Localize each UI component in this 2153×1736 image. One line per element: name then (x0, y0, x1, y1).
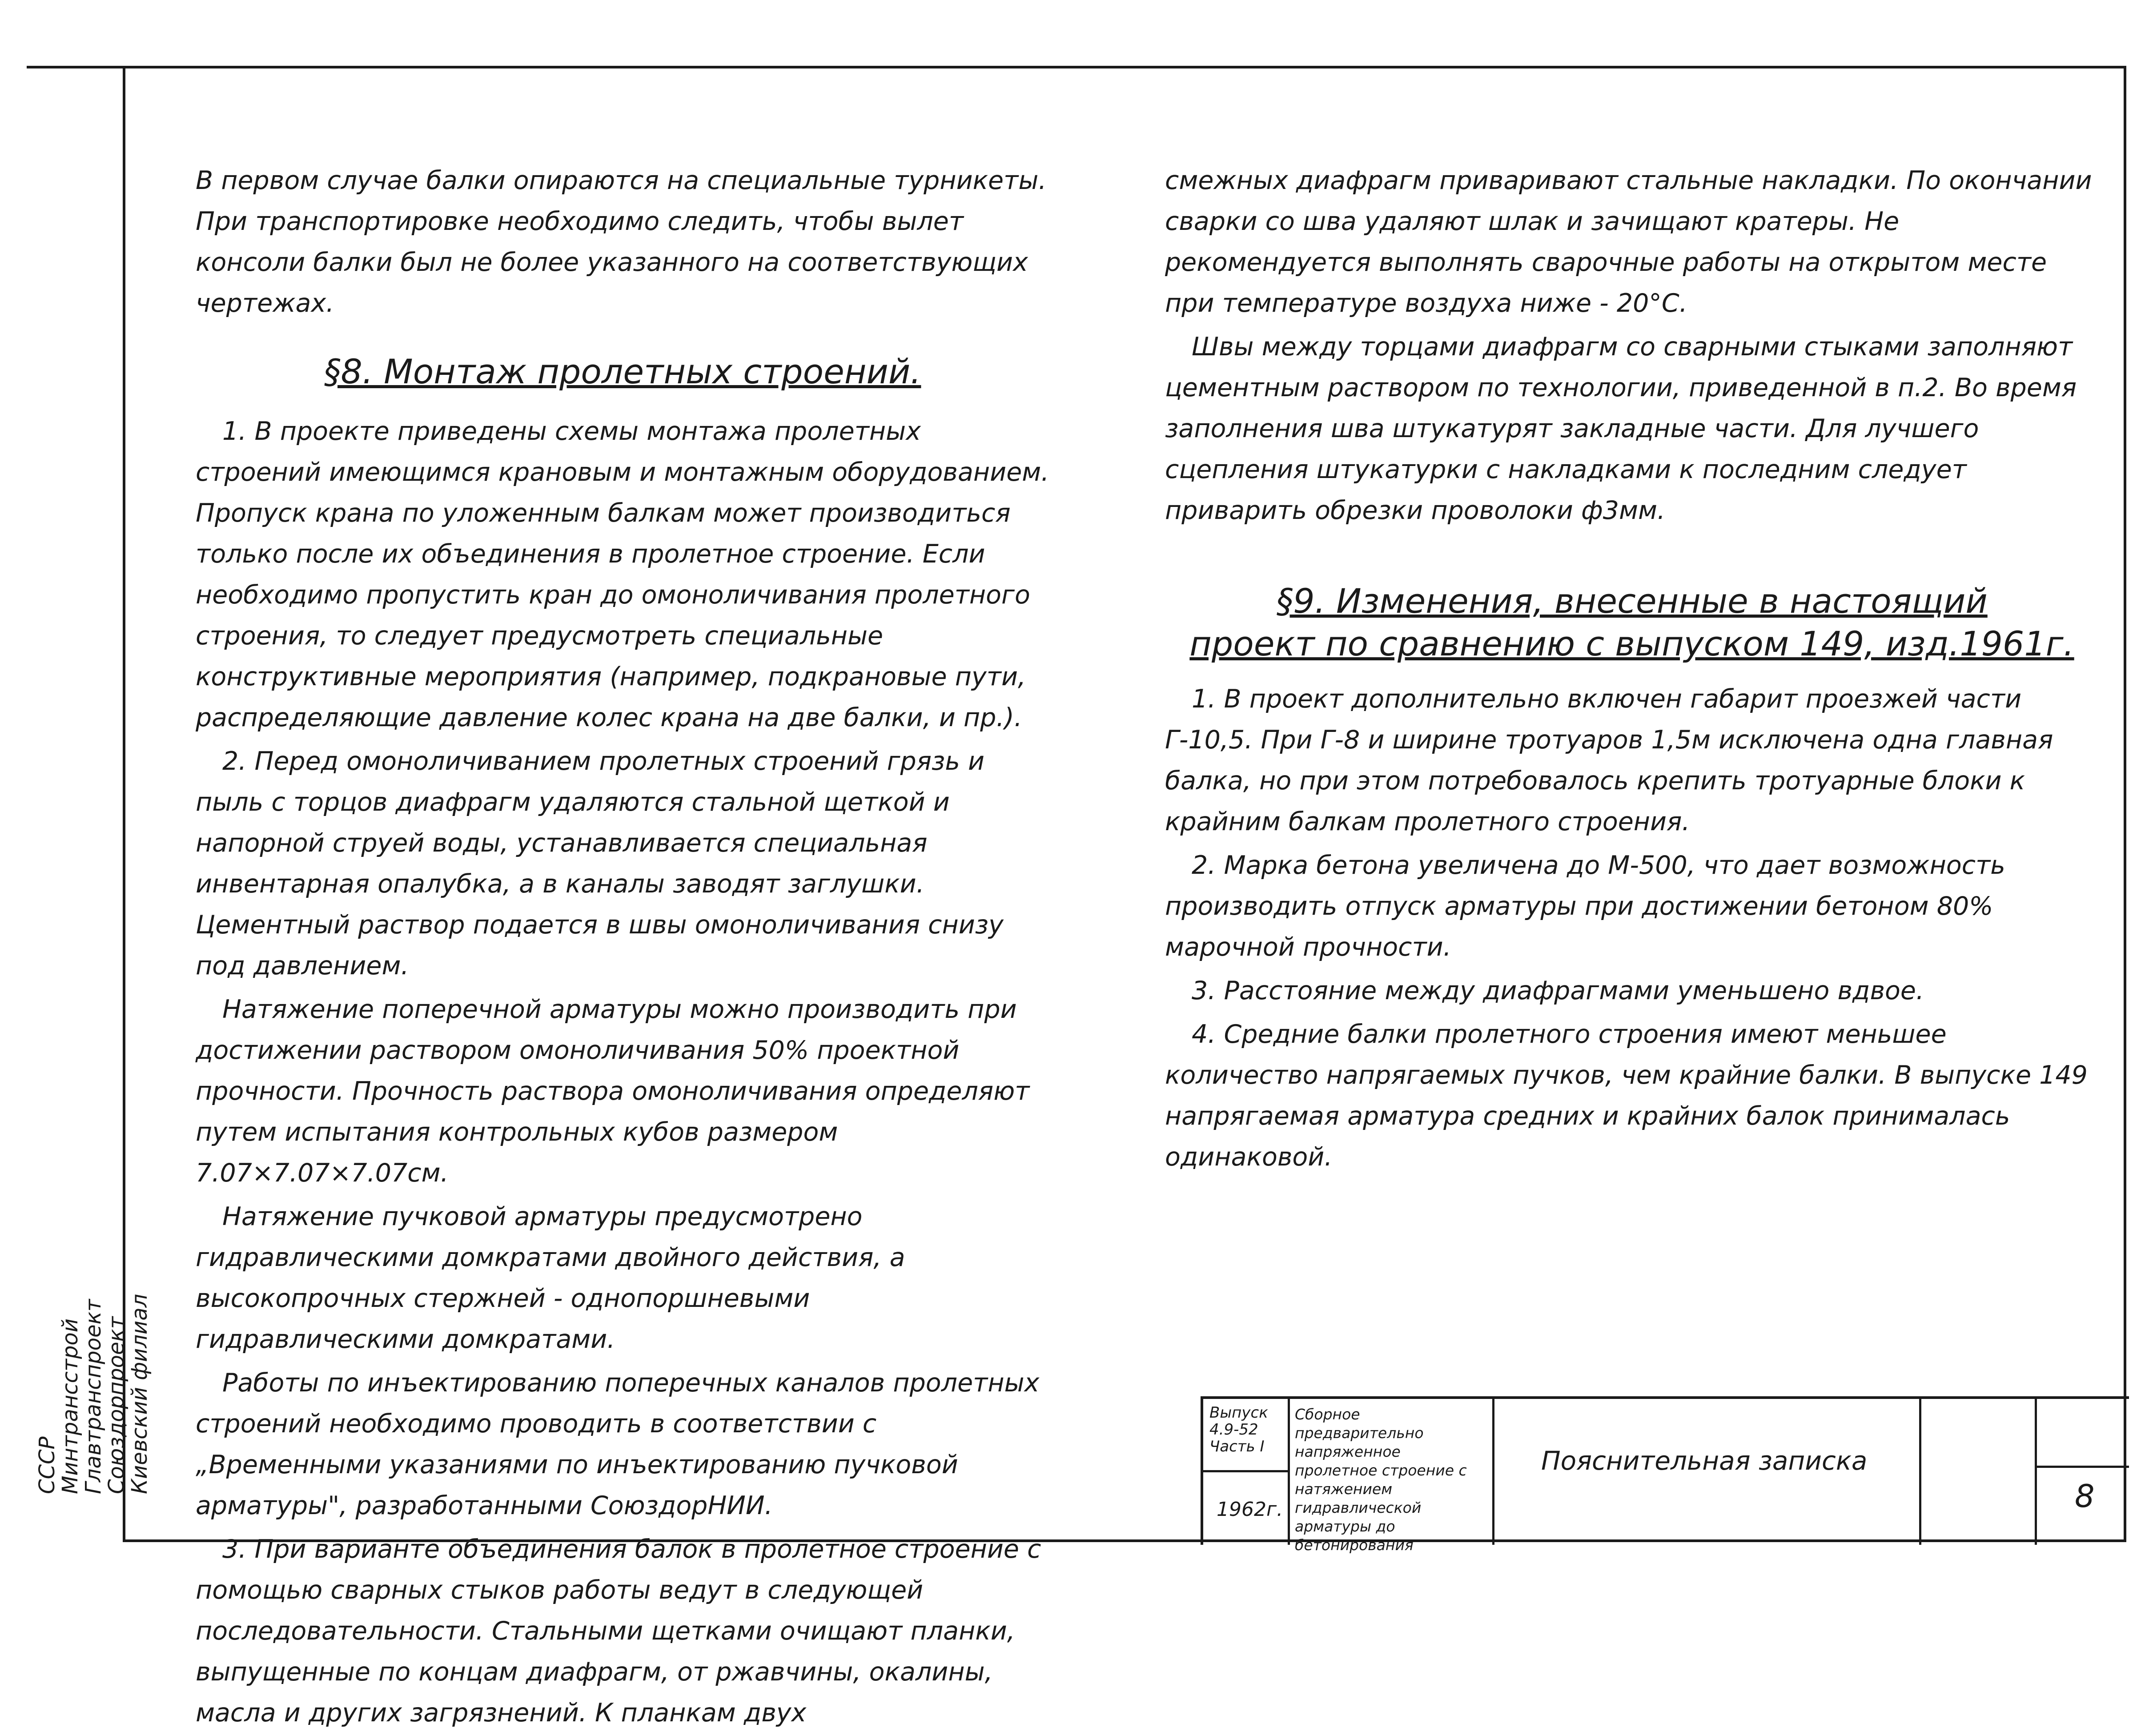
section-9-paragraph-4: 4. Средние балки пролетного строения имеют меньшее количество напрягаемых пучков, чем крайние балки. В выпуске 149 напрягаемая арматура средних и крайних балок принималась одинаковой. (1165, 1020, 2088, 1172)
title-block-divider (2035, 1466, 2129, 1468)
left-text-column (196, 160, 1049, 1736)
seam-filling-paragraph: Швы между торцами диафрагм со сварными стыками заполняют цементным раствором по технологии, приведенной в п.2. Во время заполнения шва штукатурят закладные части. Для лучшего сцепления штукатурки с накладками к последним следует приварить обрезки проволоки ф3мм. (1165, 332, 2077, 525)
organization-stamp (36, 1156, 151, 1494)
document-title: Пояснительная записка (1541, 1446, 1868, 1476)
section-8-paragraph-5: Работы по инъектированию поперечных каналов пролетных строений необходимо проводить в соответствии с „Временными указаниями по инъектированию пучковой арматуры", разработанными СоюздорНИИ. (196, 1368, 1040, 1520)
section-9-heading-line-2: проект по сравнению с выпуском 149, изд.1961г. (1189, 624, 2074, 663)
frame-top-border (27, 66, 2126, 68)
section-9-heading (1165, 580, 2099, 665)
issue-part: Часть I (1209, 1438, 1265, 1455)
org-institute: Союздорпроект (104, 1316, 129, 1494)
issue-cell (1209, 1404, 1285, 1455)
issue-label: Выпуск (1209, 1404, 1268, 1422)
org-branch: Киевский филиал (127, 1294, 152, 1494)
section-9-paragraph-1: 1. В проект дополнительно включен габарит проезжей части Г-10,5. При Г-8 и ширине тротуаров 1,5м исключена одна главная балка, но при этом потребовалось крепить тротуарные блоки к крайним балкам пролетного строения. (1165, 684, 2053, 836)
issue-number: 4.9-52 (1209, 1421, 1258, 1439)
section-8-paragraph-1: 1. В проекте приведены схемы монтажа пролетных строений имеющимся крановым и монтажным оборудованием. Пропуск крана по уложенным балкам может производиться только после их объединения в пролетное строение. Если необходимо пропустить кран до омоноличивания пролетного строения, то следует предусмотреть специальные конструктивные мероприятия (например, подкрановые пути, распределяющие давление колес крана на две балки, и пр.). (196, 417, 1049, 732)
section-9-paragraph-2: 2. Марка бетона увеличена до М-500, что дает возможность производить отпуск арматуры при достижении бетоном 80% марочной прочности. (1165, 851, 2005, 962)
frame-right-border (2124, 66, 2126, 1542)
title-block-divider (1288, 1399, 1290, 1545)
org-main-institute: Главтранспроект (81, 1299, 106, 1494)
right-text-column (1165, 160, 2099, 1180)
section-9-paragraph-3: 3. Расстояние между диафрагмами уменьшено вдвое. (1192, 976, 1924, 1005)
section-8-paragraph-3: Натяжение поперечной арматуры можно производить при достижении раствором омоноличивания 50% проектной прочности. Прочность раствора омоноличивания определяют путем испытания контрольных кубов размером 7.07×7.07×7.07см. (196, 995, 1030, 1188)
section-9-heading-line-1: §9. Изменения, внесенные в настоящий (1276, 581, 1988, 621)
title-block-divider (1919, 1399, 1921, 1545)
issue-year: 1962г. (1217, 1498, 1283, 1521)
intro-paragraph: В первом случае балки опираются на специальные турникеты. При транспортировке необходимо следить, чтобы вылет консоли балки был не более указанного на соответствующих чертежах. (196, 166, 1047, 318)
org-country: СССР (35, 1436, 60, 1494)
title-block-divider (1492, 1399, 1494, 1545)
section-8-heading: §8. Монтаж пролетных строений. (324, 352, 921, 391)
page-number: 8 (2075, 1478, 2095, 1515)
org-ministry: Минтрансстрой (58, 1318, 83, 1494)
section-8-paragraph-2: 2. Перед омоноличиванием пролетных строений грязь и пыль с торцов диафрагм удаляются стальной щеткой и напорной струей воды, устанавливается специальная инвентарная опалубка, а в каналы заводят заглушки. Цементный раствор подается в швы омоноличивания снизу под давлением. (196, 747, 1004, 981)
section-8-paragraph-6: 3. При варианте объединения балок в пролетное строение с помощью сварных стыков работы ведут в следующей последовательности. Стальными щетками очищают планки, выпущенные по концам диафрагм, от ржавчины, окалины, масла и других загрязнений. К планкам двух (196, 1535, 1041, 1728)
structure-description: Сборное предварительно напряженное пролетное строение с натяжением гидравлической арматуры до бетонирования (1295, 1406, 1467, 1554)
section-8-paragraph-4: Натяжение пучковой арматуры предусмотрено гидравлическими домкратами двойного действия, а высокопрочных стержней - однопоршневыми гидравлическими домкратами. (196, 1202, 905, 1354)
title-block-divider (1203, 1470, 1288, 1472)
title-block (1201, 1396, 2129, 1554)
continued-paragraph: смежных диафрагм приваривают стальные накладки. По окончании сварки со шва удаляют шлак и зачищают кратеры. Не рекомендуется выполнять сварочные работы на открытом месте при температуре воздуха ниже - 20°С. (1165, 166, 2092, 318)
title-block-divider (2035, 1399, 2037, 1545)
